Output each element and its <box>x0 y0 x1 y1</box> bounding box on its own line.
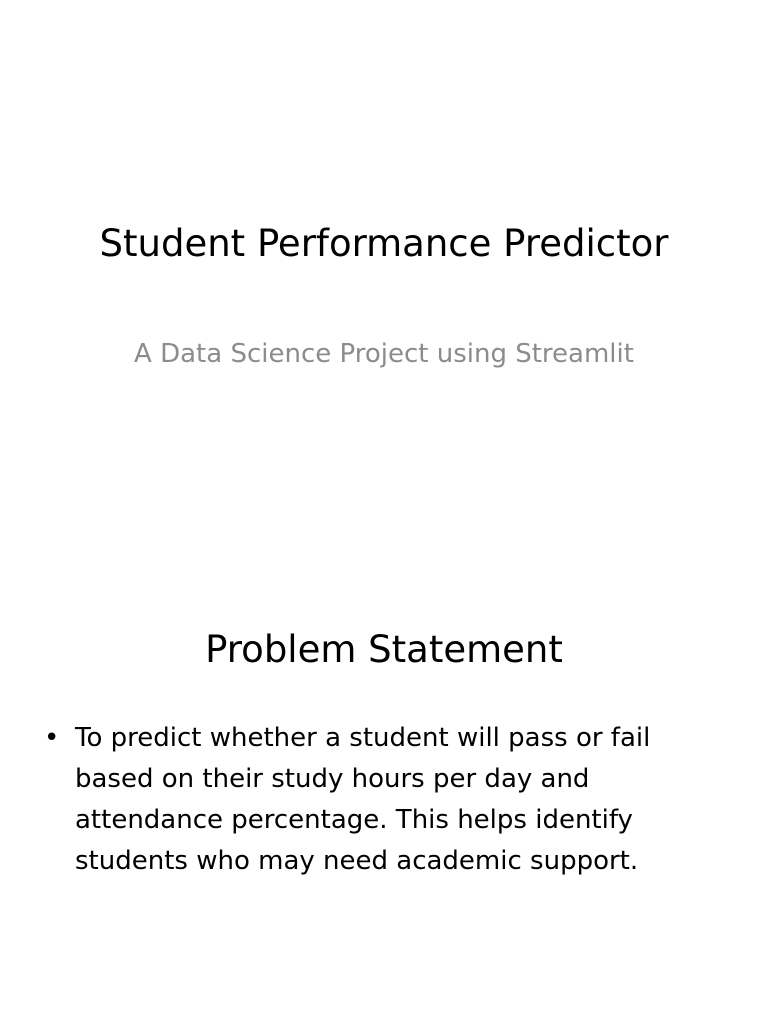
bullet-item <box>44 718 704 882</box>
slide-subtitle: A Data Science Project using Streamlit <box>134 339 634 369</box>
slide-title: Problem Statement <box>205 628 563 671</box>
slide-title: Student Performance Predictor <box>99 222 669 265</box>
bullet-text: To predict whether a student will pass or fail based on their study hours per day and attendance percentage. This helps identify students who may need academic support. <box>75 723 651 876</box>
problem-statement-slide <box>0 512 768 1024</box>
bullet-icon: • <box>44 723 60 753</box>
bullet-list <box>44 718 704 882</box>
